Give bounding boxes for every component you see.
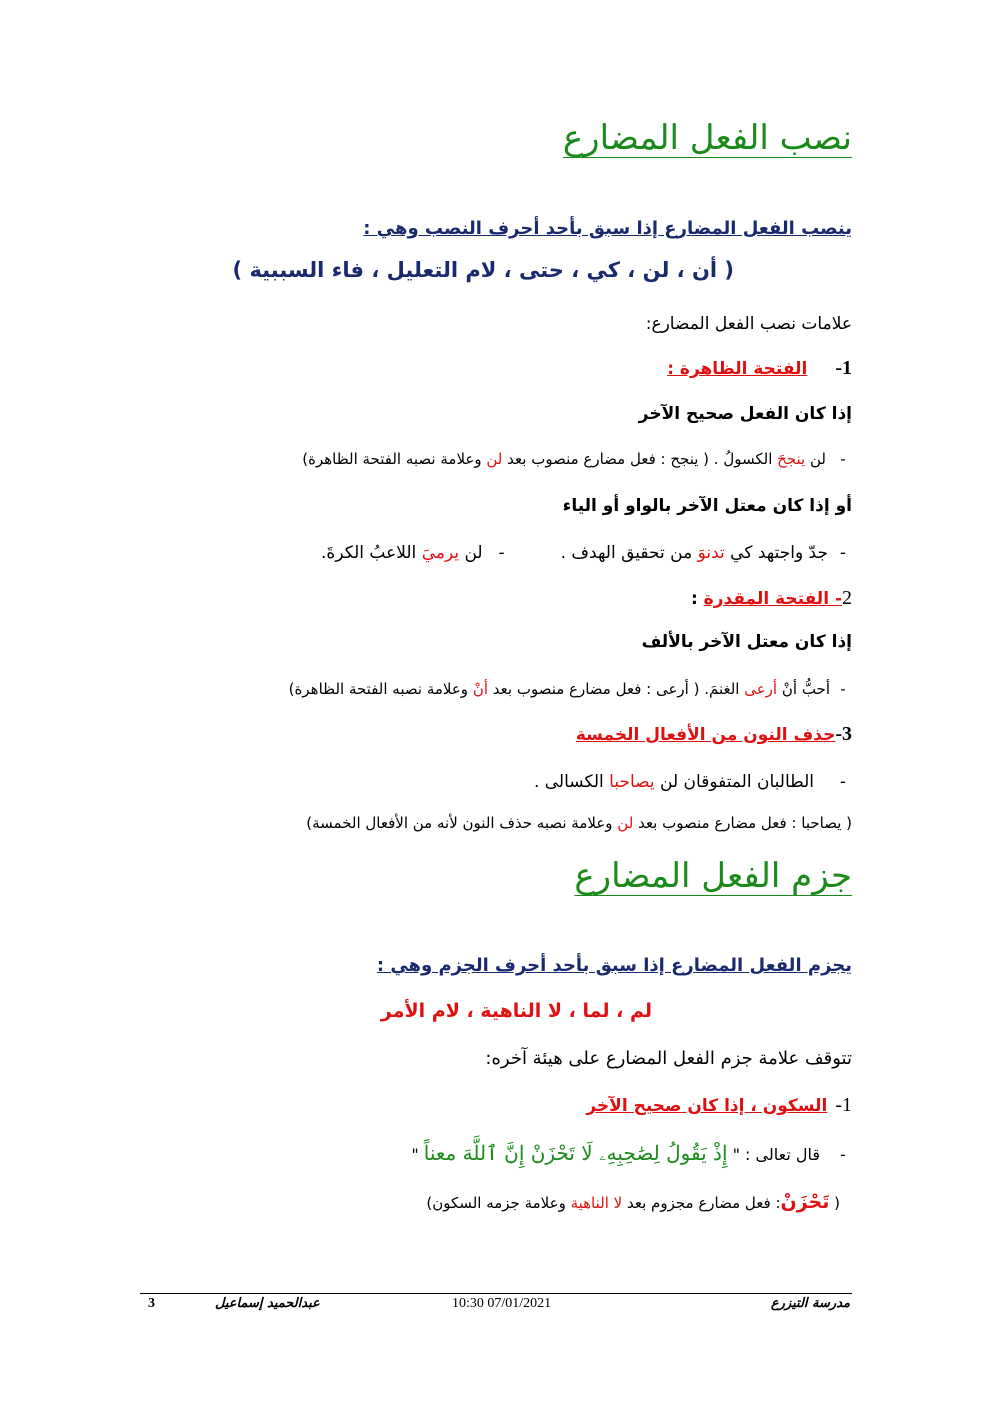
bullet-dash: - [498, 543, 505, 563]
example-particle: لن [617, 814, 634, 832]
item1-condition1: إذا كان الفعل صحيح الآخر [638, 404, 852, 424]
section-title-nasb: نصب الفعل المضارع [562, 118, 852, 158]
item2-label: - الفتحة المقدرة [703, 589, 842, 609]
example-text: وعلامة نصبه حذف النون لأنه من الأفعال الخمسة) [306, 814, 618, 832]
example-particle: لا الناهية [570, 1194, 623, 1212]
bullet-dash: - [840, 450, 846, 468]
example-text: ( يصاحبا : فعل مضارع منصوب بعد [633, 814, 852, 832]
example-text: الكسالى . [533, 772, 610, 792]
example-text: جدّ واجتهد كي [724, 543, 828, 563]
jazm1-label: السكون ، إذا كان صحيح الآخر [586, 1096, 828, 1116]
item1-heading [667, 357, 852, 380]
jazm-intro: يجزم الفعل المضارع إذا سبق بأحد أحرف الجزم وهي : [376, 955, 852, 976]
item3-example [534, 772, 852, 792]
example-text: الكسولُ . ( ينجح : فعل مضارع منصوب بعد [502, 450, 778, 468]
jazm-signs-label: تتوقف علامة جزم الفعل المضارع على هيئة آخره: [485, 1048, 852, 1069]
example-text: وعلامة نصبه الفتحة الظاهرة) [288, 680, 473, 698]
item1-number: 1- [835, 357, 852, 379]
example-text: لن [805, 450, 826, 468]
item3-note [306, 814, 852, 832]
item1-example1 [302, 450, 852, 468]
example-text: الغنمَ. ( أرعى : فعل مضارع منصوب بعد [488, 680, 745, 698]
jazm1-verse [411, 1141, 852, 1165]
example-particle: أنْ [472, 680, 488, 698]
footer-school: مدرسة التيزرع [770, 1296, 850, 1311]
example-verb: تدنوَ [697, 543, 725, 563]
example-verb: أرعى [744, 680, 778, 698]
example-text: وعلامة جزمه السكون) [426, 1194, 571, 1212]
footer-datetime: 10:30 07/01/2021 [452, 1296, 552, 1311]
bullet-dash: - [840, 680, 846, 698]
item3-heading [576, 723, 852, 746]
example-text: اللاعبُ الكرةَ. [321, 543, 422, 563]
jazm1-heading [586, 1094, 852, 1117]
example-particle: لن [486, 450, 503, 468]
footer-author: عبدالحميد إسماعيل [215, 1296, 320, 1311]
verse-close: " [411, 1145, 424, 1164]
quran-verse: إِذْ يَقُولُ لِصَٰحِبِهِۦ لَا تَحْزَنْ إِنَّ ٱللَّهَ معناً [423, 1141, 728, 1165]
item2-example [289, 680, 852, 698]
item1-label: الفتحة الظاهرة : [667, 359, 808, 379]
example-text: لن [459, 543, 483, 563]
nasb-particles: ( أن ، لن ، كي ، حتى ، لام التعليل ، فاء السببية ) [232, 258, 734, 282]
section-title-jazm: جزم الفعل المضارع [574, 856, 852, 896]
footer-divider [140, 1293, 852, 1294]
item1-condition2: أو إذا كان معتل الآخر بالواو أو الياء [562, 496, 852, 516]
example-verb: تَحْزَنْ [780, 1191, 830, 1213]
example-verb: ينجحَ [777, 450, 806, 468]
footer-page-number: 3 [148, 1296, 155, 1311]
bullet-dash: - [839, 772, 847, 792]
bullet-dash: - [839, 543, 847, 563]
verse-intro: قال تعالى : " [727, 1145, 820, 1164]
example-text: : فعل مضارع مجزوم بعد [622, 1194, 781, 1212]
item2-condition: إذا كان معتل الآخر بالألف [641, 632, 852, 652]
nasb-signs-label: علامات نصب الفعل المضارع: [645, 314, 852, 334]
example-text: ( [829, 1194, 840, 1212]
example-text: وعلامة نصبه الفتحة الظاهرة) [302, 450, 487, 468]
bullet-dash: - [840, 1145, 846, 1164]
item1-example2 [321, 543, 852, 563]
nasb-intro: ينصب الفعل المضارع إذا سبق بأحد أحرف النصب وهي : [363, 218, 852, 239]
item2-heading [691, 587, 852, 610]
example-verb: يصاحبا [609, 772, 655, 792]
jazm1-number: 1- [835, 1094, 852, 1116]
example-text: من تحقيق الهدف . [560, 543, 698, 563]
item2-colon: : [690, 589, 704, 609]
item3-label: حذف النون من الأفعال الخمسة [575, 725, 836, 745]
example-text: الطالبان المتفوقان لن [654, 772, 814, 792]
jazm1-note [426, 1191, 840, 1213]
example-verb: يرميَ [421, 543, 460, 563]
example-text: أحبُّ أنْ [777, 680, 830, 698]
jazm-particles: لم ، لما ، لا الناهية ، لام الأمر [380, 1000, 652, 1022]
item2-number: 2 [842, 587, 852, 609]
item3-number: 3- [835, 723, 852, 745]
